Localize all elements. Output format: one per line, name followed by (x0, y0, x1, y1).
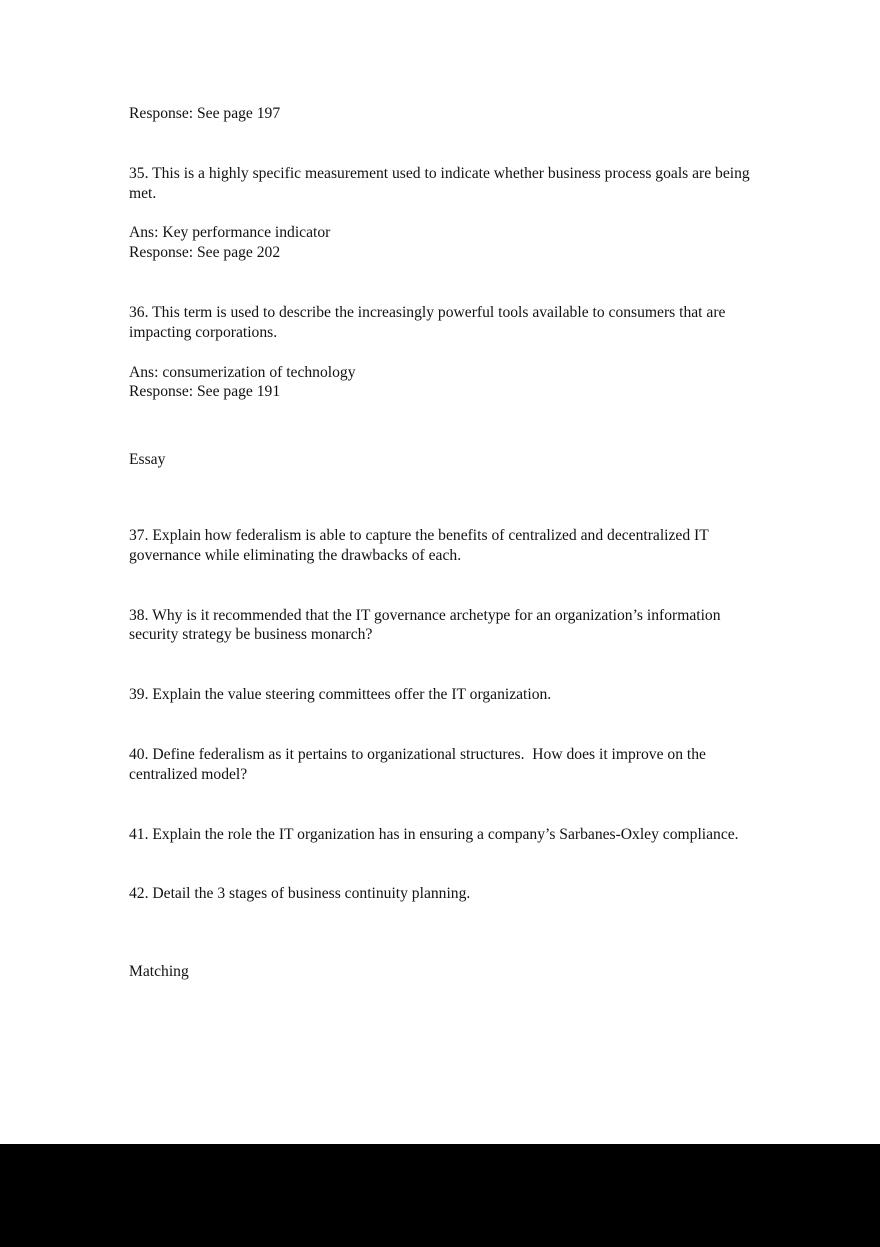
spacer (129, 343, 751, 363)
essay-section-heading: Essay (129, 451, 166, 469)
question-36-prompt: 36. This term is used to describe the increasingly powerful tools available to consumers that are impacting corporations. (129, 303, 730, 341)
question-36-response: Response: See page 191 (129, 383, 281, 401)
essay-question-41: 41. Explain the role the IT organization has in ensuring a company’s Sarbanes-Oxley compliance. (129, 825, 739, 843)
essay-question-42: 42. Detail the 3 stages of business continuity planning. (129, 885, 471, 903)
spacer (129, 402, 751, 450)
essay-question-40: 40. Define federalism as it pertains to organizational structures. How does it improve on the centralized model? (129, 745, 710, 783)
spacer (129, 203, 751, 223)
spacer (129, 470, 751, 526)
spacer (129, 844, 751, 884)
spacer (129, 124, 751, 164)
question-35-prompt: 35. This is a highly specific measurement used to indicate whether business process goals are being met. (129, 164, 754, 202)
essay-question-38: 38. Why is it recommended that the IT governance archetype for an organization’s information security strategy be business monarch? (129, 606, 725, 644)
spacer (129, 645, 751, 685)
scan-footer-band (0, 1144, 880, 1247)
question-36-answer: Ans: consumerization of technology (129, 363, 356, 381)
matching-section-heading: Matching (129, 963, 189, 981)
carryover-response-line: Response: See page 197 (129, 105, 281, 122)
spacer (129, 904, 751, 962)
spacer (129, 705, 751, 745)
page-content (129, 104, 754, 982)
question-35-response: Response: See page 202 (129, 244, 281, 262)
spacer (129, 263, 751, 303)
essay-question-39: 39. Explain the value steering committees offer the IT organization. (129, 686, 552, 704)
essay-question-37: 37. Explain how federalism is able to capture the benefits of centralized and decentralized IT governance while eliminating the drawbacks of each. (129, 526, 713, 564)
spacer (129, 785, 751, 825)
question-35-answer: Ans: Key performance indicator (129, 224, 331, 242)
spacer (129, 566, 751, 606)
